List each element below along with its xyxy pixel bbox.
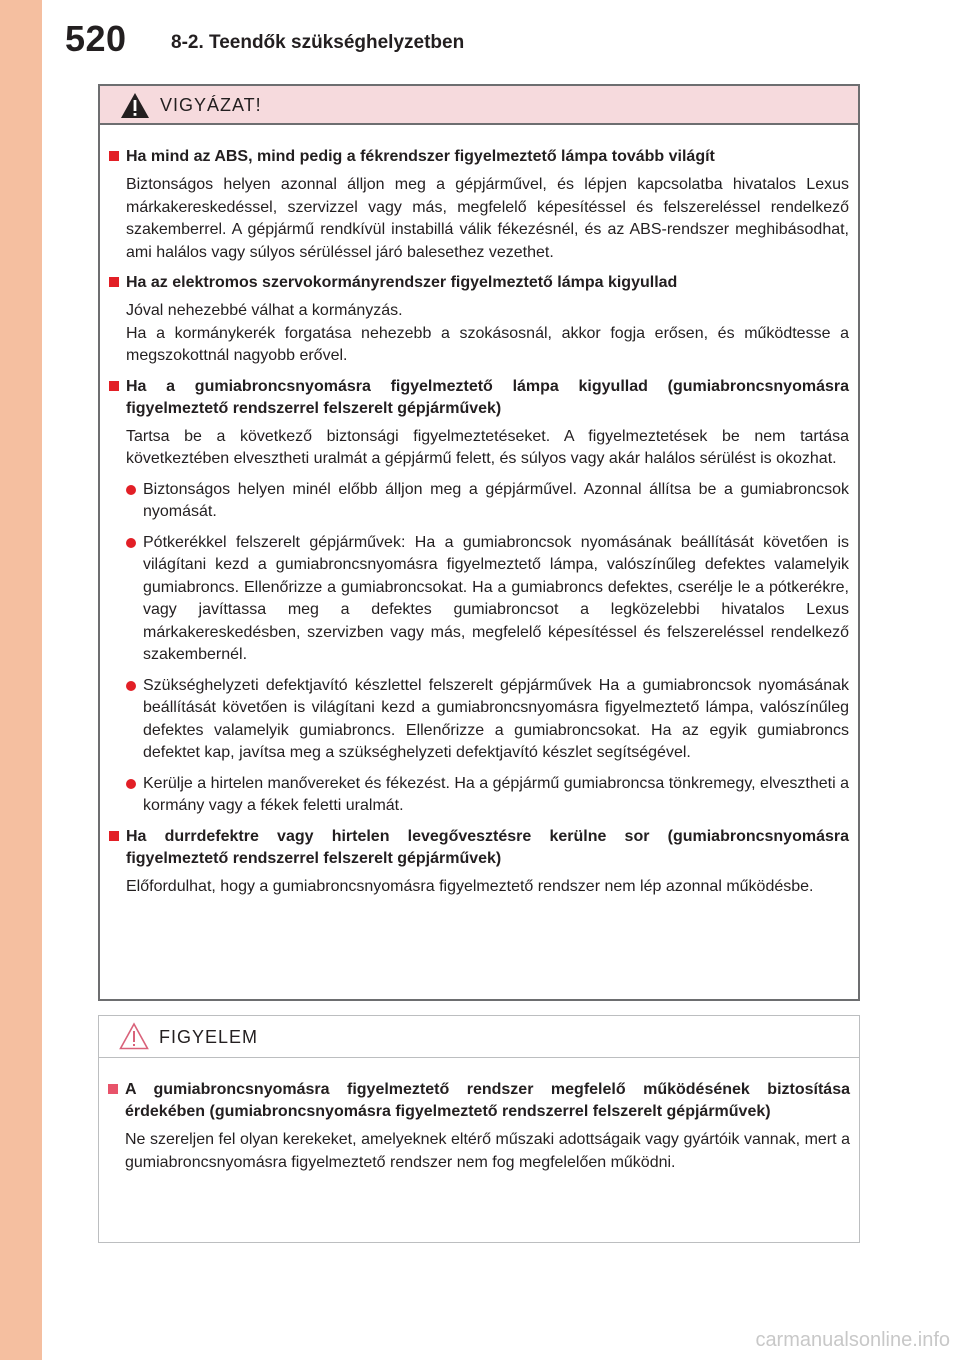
red-square-marker [109,151,119,161]
warning-bullet: Szükséghelyzeti defektjavító készlettel felszerelt gépjárművek Ha a gumiabroncsok nyomásának beállítását követően is világítani kezd a gumiabroncsnyomásra figyelmeztető lámpa, valószínűleg defektes valamelyik gumiabroncs. Ellenőrizze a gumiabroncsokat. Ha az egyik gumiabroncs defektet kap, javítsa meg a szükséghelyzeti defektjavító készlet segítségével. [109,675,849,765]
caution-triangle-outline-icon [119,1022,149,1050]
notice-heading: A gumiabroncsnyomásra figyelmeztető rendszer megfelelő működésének biztosítása érdekében (gumiabroncsnyomásra figyelmeztető rendszerrel felszerelt gépjárművek) [108,1079,850,1123]
section-title: 8-2. Teendők szükséghelyzetben [171,32,465,53]
warning-heading-blowout: Ha durrdefektre vagy hirtelen levegővesztésre kerülne sor (gumiabroncsnyomásra figyelmeztető rendszerrel felszerelt gépjárművek) [109,826,849,870]
warning-heading-tire-pressure: Ha a gumiabroncsnyomásra figyelmeztető lámpa kigyullad (gumiabroncsnyomásra figyelmeztető rendszerrel felszerelt gépjárművek) [109,376,849,420]
page-number: 520 [65,18,127,59]
warning-title: VIGYÁZAT! [160,95,262,115]
warning-bullet: Kerülje a hirtelen manővereket és fékezést. Ha a gépjármű gumiabroncsa tönkremegy, elvesztheti a kormány vagy a fékek feletti uralmát. [109,773,849,818]
warning-paragraph: Előfordulhat, hogy a gumiabroncsnyomásra figyelmeztető rendszer nem lép azonnal működésbe. [126,877,814,895]
red-dot-marker [126,538,136,548]
watermark: carmanualsonline.info [755,1329,950,1351]
red-square-marker [109,277,119,287]
red-dot-marker [126,485,136,495]
side-color-strip [0,0,42,1360]
notice-box [98,1015,860,1243]
notice-title: FIGYELEM [159,1027,259,1047]
notice-header [99,1016,859,1058]
warning-header [100,86,858,125]
red-dot-marker [126,779,136,789]
pink-square-marker [108,1084,118,1094]
red-dot-marker [126,681,136,691]
warning-triangle-icon [120,92,150,119]
warning-paragraph: Tartsa be a következő biztonsági figyelmeztetéseket. A figyelmeztetések be nem tartása következtében elvesztheti uralmát a gépjármű felett, és súlyos vagy akár halálos sérülést is okozhat. [126,427,849,467]
red-square-marker [109,381,119,391]
warning-box [98,84,860,1001]
warning-bullet: Biztonságos helyen minél előbb álljon meg a gépjárművel. Azonnal állítsa be a gumiabroncsok nyomását. [109,479,849,524]
warning-heading-abs: Ha mind az ABS, mind pedig a fékrendszer figyelmeztető lámpa tovább világít [109,146,849,168]
warning-paragraph: Jóval nehezebbé válhat a kormányzás. Ha a kormánykerék forgatása nehezebb a szokásosnál, akkor fogja erősen, és működtesse a megszokottnál nagyobb erővel. [126,302,849,364]
warning-paragraph: Biztonságos helyen azonnal álljon meg a gépjárművel, és lépjen kapcsolatba hivatalos Lexus márkakereskedéssel, szervizzel vagy más, megfelelő képesítéssel és felszereléssel rendelkező szakemberrel. A gépjármű rendkívül instabillá válik fékezésnél, és az ABS-rendszer meghibásodhat, ami halálos vagy súlyos sérüléssel járó balesethez vezethet. [126,176,849,261]
warning-heading-steering: Ha az elektromos szervokormányrendszer figyelmeztető lámpa kigyullad [109,272,849,294]
notice-paragraph: Ne szereljen fel olyan kerekeket, amelyeknek eltérő műszaki adottságaik vagy gyártóik vannak, mert a gumiabroncsnyomásra figyelmeztető rendszer nem fog megfelelően működni. [125,1131,850,1171]
warning-bullet: Pótkerékkel felszerelt gépjárművek: Ha a gumiabroncsok nyomásának beállítását követően is világítani kezd a gumiabroncsnyomásra figyelmeztető lámpa, valószínűleg defektes valamelyik gumiabroncs. Ellenőrizze a gumiabroncsokat. Ha a gumiabroncs defektes, cserélje le a pótkerékre, vagy javíttassa meg a defektes gumiabroncsot a legközelebbi hivatalos Lexus márkakereskedésben, szervizben vagy más, megfelelő képesítéssel és felszereléssel rendelkező szakembernél. [109,532,849,667]
red-square-marker [109,831,119,841]
